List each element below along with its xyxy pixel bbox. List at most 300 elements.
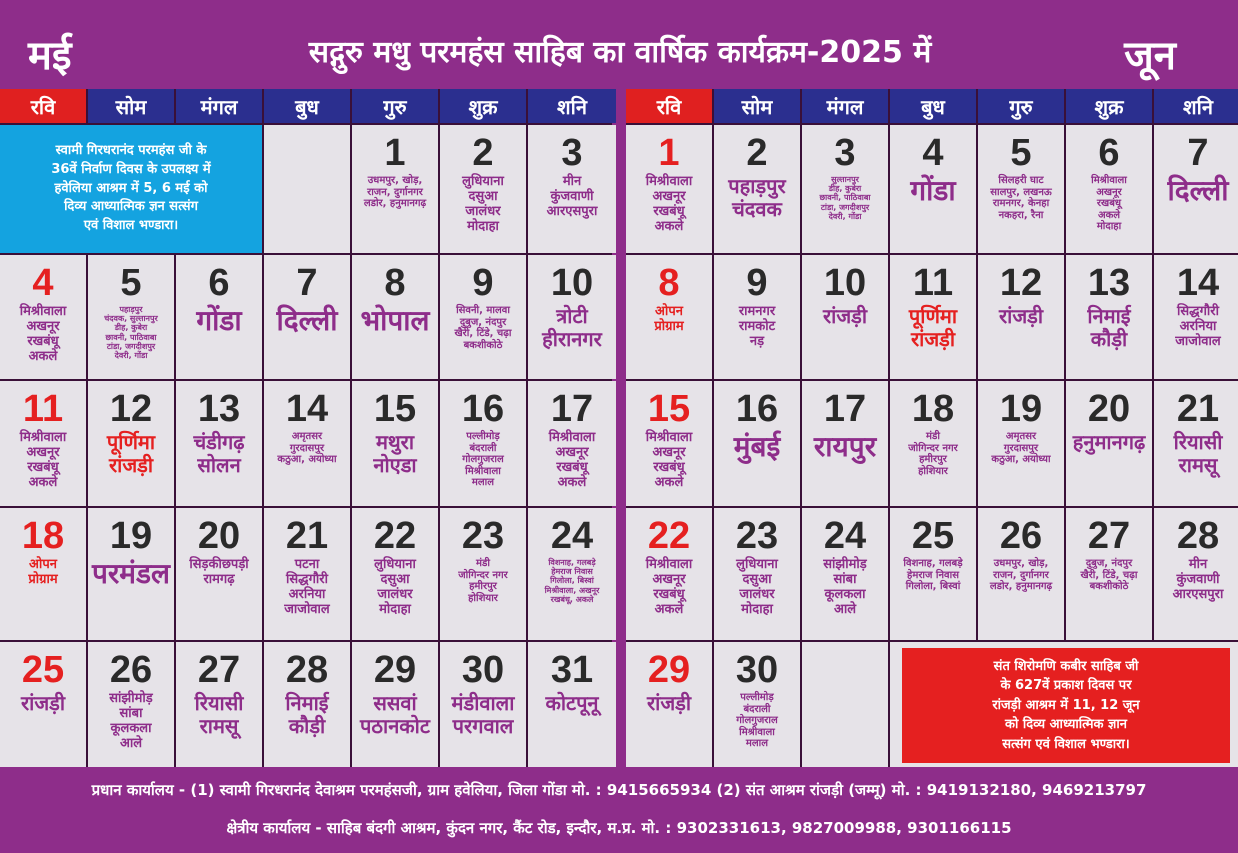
day-event-places xyxy=(714,175,800,221)
event-place-line: कूलकला xyxy=(824,586,866,602)
june-event-notice-wrapper xyxy=(890,642,1238,767)
title-row xyxy=(0,0,1238,88)
may-day-cell xyxy=(176,642,262,767)
event-place-line: रामकोट xyxy=(738,318,776,334)
event-place-line: छावनी, पाठिवाबा xyxy=(105,332,157,342)
may-day-cell xyxy=(352,642,438,767)
empty-day-cell xyxy=(802,642,888,767)
day-number: 16 xyxy=(461,388,505,430)
event-place-line: रखबंधू xyxy=(653,459,685,475)
event-place-line: अकले xyxy=(557,474,587,490)
june-day-cell xyxy=(626,642,712,767)
june-day-cell xyxy=(1066,255,1152,379)
event-place-line: कठुआ, अयोध्या xyxy=(277,454,337,465)
may-event-notice xyxy=(0,125,262,253)
event-place-line: खैरी, टिंडे, चढ़ा xyxy=(1080,569,1138,581)
day-number: 27 xyxy=(1087,515,1131,557)
day-event-places xyxy=(352,431,438,477)
event-place-line: रखबंधू xyxy=(556,459,588,475)
event-place-line: कुंजवाणी xyxy=(550,188,594,204)
event-place-line: रियासी xyxy=(194,691,244,715)
day-event-places xyxy=(88,305,174,360)
event-place-line: डीह, कुबेरा xyxy=(114,323,148,333)
event-place-line: रखबंधू xyxy=(27,333,59,349)
day-number: 5 xyxy=(120,262,142,304)
day-number: 18 xyxy=(911,388,955,430)
day-number: 11 xyxy=(22,388,64,430)
event-place-line: हनुमानगढ़ xyxy=(1072,430,1146,454)
day-event-places xyxy=(528,692,616,715)
day-event-places xyxy=(978,431,1064,466)
event-place-line: मलाल xyxy=(471,477,495,488)
day-number: 28 xyxy=(1176,515,1220,557)
june-day-cell xyxy=(978,255,1064,379)
day-number: 25 xyxy=(911,515,955,557)
event-place-line: रामसू xyxy=(199,714,239,738)
may-day-cell xyxy=(176,508,262,640)
event-place-line: देवरी, गोंडा xyxy=(828,211,862,221)
event-place-line: हेमराज निवास xyxy=(907,569,959,581)
day-number: 30 xyxy=(461,649,505,691)
june-day-cell xyxy=(1154,381,1238,506)
notice-line: 36वें निर्वाण दिवस के उपलक्ष्य में xyxy=(51,161,211,177)
june-day-cell xyxy=(890,125,976,253)
event-place-line: चंदवक xyxy=(732,197,782,221)
day-number: 31 xyxy=(550,649,594,691)
event-place-line: खैरी, टिंडे, चढ़ा xyxy=(454,328,512,339)
event-place-line: रायपुर xyxy=(813,430,877,463)
may-day-cell xyxy=(440,255,526,379)
event-place-line: लुधियाना xyxy=(736,557,778,572)
june-day-cell xyxy=(714,125,800,253)
day-event-places xyxy=(352,558,438,618)
day-event-places xyxy=(88,692,174,752)
may-calendar-grid xyxy=(0,89,612,767)
june-day-cell xyxy=(802,381,888,506)
event-place-line: रांजड़ी xyxy=(910,327,956,351)
event-place-line: दुबुज, नंदपुर xyxy=(1085,558,1133,569)
june-day-cell xyxy=(626,255,712,379)
day-number: 10 xyxy=(550,262,594,304)
event-place-line: कौड़ी xyxy=(288,714,326,738)
event-place-line: निमाई xyxy=(285,691,329,715)
event-place-line: मीन xyxy=(562,174,582,189)
event-place-line: रांजड़ी xyxy=(108,453,154,477)
day-number: 5 xyxy=(1010,132,1032,174)
may-day-cell xyxy=(440,642,526,767)
event-place-line: पहाड़पुर xyxy=(119,305,143,314)
event-place-line: मिश्रीवाला xyxy=(19,304,67,319)
may-day-cell xyxy=(352,508,438,640)
day-event-places xyxy=(626,175,712,235)
may-day-cell xyxy=(176,381,262,506)
june-day-cell xyxy=(714,381,800,506)
day-event-places xyxy=(890,558,976,593)
notice-line: एवं विशाल भण्डारा। xyxy=(83,218,179,234)
event-place-line: हमीरपुर xyxy=(469,581,497,592)
may-day-cell xyxy=(176,255,262,379)
june-day-cell xyxy=(1154,508,1238,640)
day-number: 15 xyxy=(647,388,691,430)
june-day-cell xyxy=(978,125,1064,253)
event-place-line: चंडीगढ़ xyxy=(193,430,245,454)
event-place-line: मिश्रीवाला xyxy=(19,430,67,445)
notice-line: रांजड़ी आश्रम में 11, 12 जून xyxy=(992,697,1140,713)
event-place-line: रखबंधू xyxy=(653,203,685,219)
may-day-cell xyxy=(0,642,86,767)
day-number: 22 xyxy=(373,515,417,557)
june-day-cell xyxy=(714,508,800,640)
june-day-cell xyxy=(802,255,888,379)
event-place-line: जालंधर xyxy=(465,203,501,219)
event-place-line: बंदराली xyxy=(469,442,497,454)
event-place-line: रामनगर xyxy=(738,304,776,319)
may-weekday-header: बुध xyxy=(264,89,350,123)
event-place-line: राजन, दुर्गानगर xyxy=(993,569,1049,581)
day-event-places xyxy=(1066,431,1152,454)
notice-line: सत्संग एवं विशाल भण्डारा। xyxy=(1002,736,1130,752)
event-place-line: अखनूर xyxy=(652,188,686,204)
june-day-cell xyxy=(890,508,976,640)
event-place-line: अरनिया xyxy=(1179,318,1217,334)
event-place-line: जोगिन्दर नगर xyxy=(458,569,508,581)
event-place-line: होशियार xyxy=(918,465,948,477)
june-day-cell xyxy=(978,508,1064,640)
day-event-places xyxy=(1154,305,1238,350)
event-place-line: जाजोवाल xyxy=(1175,333,1221,349)
day-event-places xyxy=(88,558,174,590)
event-place-line: अखनूर xyxy=(652,571,686,587)
notice-line: हवेलिया आश्रम में 5, 6 मई को xyxy=(54,180,208,196)
event-place-line: मिश्रीवाला xyxy=(1091,175,1127,186)
event-place-line: मिश्रीवाला xyxy=(645,557,693,572)
event-place-line: सांझीमोड़ xyxy=(823,557,867,572)
event-place-line: मंडीवाला xyxy=(451,691,515,715)
day-number: 13 xyxy=(1087,262,1131,304)
notice-line: दिव्य आध्यात्मिक ज्ञन सत्संग xyxy=(64,199,198,215)
event-place-line: लुधियाना xyxy=(374,557,416,572)
notice-line: को दिव्य आध्यात्मिक ज्ञान xyxy=(1005,717,1127,733)
event-place-line: टांडा, जगदीशपुर xyxy=(106,341,156,351)
event-place-line: मोदाहा xyxy=(379,601,411,617)
day-event-places xyxy=(176,305,262,337)
event-place-line: भोपाल xyxy=(360,304,430,337)
event-place-line: उधमपुर, खोड़, xyxy=(367,175,423,186)
june-weekday-header: रवि xyxy=(626,89,712,123)
event-place-line: दुबुज, नंदपुर xyxy=(459,316,507,328)
event-place-line: लडोर, हनुमानगढ़ xyxy=(989,581,1053,592)
event-place-line: अकले xyxy=(654,474,684,490)
day-number: 20 xyxy=(1087,388,1131,430)
may-day-cell xyxy=(528,255,616,379)
day-event-places xyxy=(0,692,86,715)
page-title: सद्गुरु मधु परमहंस साहिब का वार्षिक कार्यक्रम-2025 में xyxy=(308,35,932,70)
day-number: 17 xyxy=(550,388,594,430)
event-place-line: चंदवक, सुल्तानपुर xyxy=(104,314,158,324)
event-place-line: कोटपूनू xyxy=(545,691,599,715)
may-day-cell xyxy=(352,255,438,379)
event-place-line: गिलोला, बिस्वां xyxy=(905,581,961,592)
june-calendar-grid xyxy=(626,89,1238,767)
day-number: 29 xyxy=(647,649,691,691)
day-event-places xyxy=(626,692,712,715)
june-weekday-header: सोम xyxy=(714,89,800,123)
event-place-line: गोंडा xyxy=(196,304,242,337)
day-number: 23 xyxy=(461,515,505,557)
event-place-line: अकले xyxy=(28,474,58,490)
event-place-line: पटना xyxy=(294,557,320,572)
event-place-line: टांडा, जगदीशपुर xyxy=(820,202,870,212)
day-number: 18 xyxy=(21,515,65,557)
day-number: 17 xyxy=(823,388,867,430)
event-place-line: कौड़ी xyxy=(1090,327,1128,351)
event-place-line: मंडी xyxy=(926,431,940,442)
may-day-cell xyxy=(528,508,616,640)
june-day-cell xyxy=(890,381,976,506)
day-number: 6 xyxy=(1098,132,1120,174)
event-place-line: सांबा xyxy=(833,571,857,587)
day-event-places xyxy=(802,305,888,328)
event-place-line: रामसू xyxy=(1178,453,1218,477)
day-event-places xyxy=(0,305,86,365)
may-day-cell xyxy=(264,508,350,640)
day-event-places xyxy=(802,431,888,463)
day-event-places xyxy=(890,175,976,207)
day-number: 20 xyxy=(197,515,241,557)
event-place-line: मंडी xyxy=(476,558,490,569)
may-day-cell xyxy=(264,381,350,506)
day-event-places xyxy=(890,305,976,351)
notice-line: के 627वें प्रकाश दिवस पर xyxy=(1000,678,1132,694)
day-event-places xyxy=(714,305,800,350)
june-day-cell xyxy=(1066,381,1152,506)
event-place-line: पूर्णिमा xyxy=(908,304,958,328)
event-place-line: नकहरा, रैना xyxy=(998,209,1044,221)
day-number: 25 xyxy=(21,649,65,691)
day-number: 23 xyxy=(735,515,779,557)
event-place-line: दसुआ xyxy=(742,571,772,587)
day-event-places xyxy=(802,558,888,618)
event-place-line: मिश्रीवाला, अखनूर xyxy=(544,585,600,595)
event-place-line: पूर्णिमा xyxy=(106,430,156,454)
event-place-line: सांबा xyxy=(119,705,143,721)
event-place-line: बकशीकोठे xyxy=(1089,581,1129,592)
june-day-cell xyxy=(626,381,712,506)
day-number: 3 xyxy=(561,132,583,174)
event-place-line: अकले xyxy=(1097,209,1121,221)
event-place-line: दसुआ xyxy=(380,571,410,587)
event-place-line: सोलन xyxy=(197,453,241,477)
event-place-line: निमाई xyxy=(1087,304,1131,328)
day-event-places xyxy=(1066,175,1152,233)
day-event-places xyxy=(176,558,262,588)
day-event-places xyxy=(440,305,526,351)
day-event-places xyxy=(440,431,526,489)
event-place-line: अमृतसर xyxy=(291,431,323,442)
day-event-places xyxy=(978,175,1064,221)
event-place-line: पठानकोट xyxy=(360,714,430,738)
june-day-cell xyxy=(1066,508,1152,640)
event-place-line: नड़ xyxy=(749,333,765,349)
june-day-cell xyxy=(714,255,800,379)
event-place-line: गोंडा xyxy=(910,174,956,207)
event-place-line: रियासी xyxy=(1173,430,1223,454)
day-event-places xyxy=(802,175,888,221)
event-place-line: अखनूर xyxy=(26,318,60,334)
day-event-places xyxy=(890,431,976,477)
day-event-places xyxy=(88,431,174,477)
day-number: 11 xyxy=(912,262,954,304)
day-number: 21 xyxy=(1176,388,1220,430)
event-place-line: हेमराज निवास xyxy=(551,567,593,577)
event-place-line: त्रोटी xyxy=(556,304,588,328)
day-event-places xyxy=(0,558,86,588)
event-place-line: आरएसपुरा xyxy=(546,203,598,219)
day-number: 6 xyxy=(208,262,230,304)
event-place-line: बकशीकोठे xyxy=(463,339,503,351)
day-event-places xyxy=(352,305,438,337)
event-place-line: अखनूर xyxy=(652,444,686,460)
june-day-cell xyxy=(802,508,888,640)
event-place-line: रखबंधू, अकले xyxy=(550,594,594,604)
day-number: 12 xyxy=(109,388,153,430)
day-number: 29 xyxy=(373,649,417,691)
day-number: 1 xyxy=(658,132,680,174)
june-day-cell xyxy=(626,125,712,253)
june-weekday-header: बुध xyxy=(890,89,976,123)
day-event-places xyxy=(440,558,526,604)
event-place-line: मिश्रीवाला xyxy=(465,465,501,477)
may-day-cell xyxy=(0,508,86,640)
june-day-cell xyxy=(802,125,888,253)
event-place-line: विशनाह, गलबड़े xyxy=(903,558,963,569)
day-event-places xyxy=(0,431,86,491)
day-number: 1 xyxy=(384,132,406,174)
event-place-line: कठुआ, अयोध्या xyxy=(991,454,1051,465)
day-event-places xyxy=(264,558,350,618)
event-place-line: आरएसपुरा xyxy=(1172,586,1224,602)
empty-day-cell xyxy=(264,125,350,253)
head-office-line: प्रधान कार्यालय - (1) स्वामी गिरधरानंद देवाश्रम परमहंसजी, ग्राम हवेलिया, जिला गोंडा मो. : 9415665934 (2) संत आश्रम रांजड़ी (जम्मू) मो. : 9419132180, 9469213797 xyxy=(91,781,1147,799)
event-place-line: रांजड़ी xyxy=(998,304,1044,328)
june-weekday-header: गुरु xyxy=(978,89,1064,123)
day-number: 7 xyxy=(296,262,318,304)
event-place-line: ओपन xyxy=(655,304,683,319)
day-event-places xyxy=(528,305,616,351)
may-weekday-header: मंगल xyxy=(176,89,262,123)
day-number: 2 xyxy=(746,132,768,174)
event-place-line: रखबंधू xyxy=(653,586,685,602)
day-event-places xyxy=(352,175,438,210)
event-place-line: पल्लीमोड़ xyxy=(466,431,500,442)
june-day-cell xyxy=(1154,255,1238,379)
day-number: 10 xyxy=(823,262,867,304)
day-number: 28 xyxy=(285,649,329,691)
regional-office-line: क्षेत्रीय कार्यालय - साहिब बंदगी आश्रम, कुंदन नगर, कैंट रोड, इन्दौर, म.प्र. मो. : 9302331613, 9827009988, 9301166115 xyxy=(226,819,1012,837)
june-event-notice xyxy=(902,648,1230,763)
may-day-cell xyxy=(440,508,526,640)
day-number: 9 xyxy=(746,262,768,304)
day-event-places xyxy=(978,558,1064,593)
event-place-line: ओपन xyxy=(29,557,57,572)
event-place-line: डीह, कुबेरा xyxy=(828,184,862,194)
may-day-cell xyxy=(88,642,174,767)
event-place-line: गोलगुजराल xyxy=(462,454,504,465)
event-place-line: मिश्रीवाला xyxy=(645,430,693,445)
event-place-line: अरनिया xyxy=(288,586,326,602)
event-place-line: मोदाहा xyxy=(741,601,773,617)
event-place-line: लुधियाना xyxy=(462,174,504,189)
event-place-line: राजन, दुर्गानगर xyxy=(367,186,423,198)
day-event-places xyxy=(176,692,262,738)
june-day-cell xyxy=(626,508,712,640)
day-event-places xyxy=(264,431,350,466)
june-day-cell xyxy=(890,255,976,379)
day-number: 24 xyxy=(550,515,594,557)
may-day-cell xyxy=(0,381,86,506)
event-place-line: रांजड़ी xyxy=(646,691,692,715)
event-place-line: अखनूर xyxy=(26,444,60,460)
day-event-places xyxy=(264,305,350,337)
event-place-line: उधमपुर, खोड़, xyxy=(993,558,1049,569)
event-place-line: कुंजवाणी xyxy=(1176,571,1220,587)
event-place-line: मलाल xyxy=(745,738,769,749)
june-weekday-header: शनि xyxy=(1154,89,1238,123)
day-number: 12 xyxy=(999,262,1043,304)
day-event-places xyxy=(714,692,800,750)
day-number: 16 xyxy=(735,388,779,430)
day-number: 13 xyxy=(197,388,241,430)
event-place-line: प्रोग्राम xyxy=(654,318,684,334)
day-event-places xyxy=(626,431,712,491)
june-day-cell xyxy=(1154,125,1238,253)
event-place-line: हमीरपुर xyxy=(919,454,947,465)
event-place-line: दिल्ली xyxy=(276,304,338,337)
day-event-places xyxy=(626,305,712,335)
event-place-line: ससवां xyxy=(373,691,417,715)
day-number: 30 xyxy=(735,649,779,691)
event-place-line: अकले xyxy=(654,601,684,617)
may-day-cell xyxy=(440,125,526,253)
may-day-cell xyxy=(352,381,438,506)
event-place-line: जालंधर xyxy=(377,586,413,602)
may-day-cell xyxy=(88,508,174,640)
event-place-line: कूलकला xyxy=(110,720,152,736)
day-number: 4 xyxy=(922,132,944,174)
event-place-line: दसुआ xyxy=(468,188,498,204)
notice-line: संत शिरोमणि कबीर साहिब जी xyxy=(993,658,1139,674)
day-number: 4 xyxy=(32,262,54,304)
june-weekday-header: शुक्र xyxy=(1066,89,1152,123)
may-weekday-header: शुक्र xyxy=(440,89,526,123)
may-day-cell xyxy=(0,255,86,379)
event-place-line: जोगिन्दर नगर xyxy=(908,442,958,454)
event-place-line: रखबंधू xyxy=(27,459,59,475)
event-place-line: जाजोवाल xyxy=(284,601,330,617)
event-place-line: परगवाल xyxy=(452,714,514,738)
event-place-line: देवरी, गोंडा xyxy=(114,350,148,360)
day-number: 8 xyxy=(658,262,680,304)
event-place-line: मिश्रीवाला xyxy=(548,430,596,445)
may-weekday-header: रवि xyxy=(0,89,86,123)
event-place-line: सिलहरी घाट xyxy=(998,175,1044,186)
day-event-places xyxy=(626,558,712,618)
day-number: 26 xyxy=(999,515,1043,557)
event-place-line: रामनगर, केनहा xyxy=(992,198,1050,209)
event-place-line: मिश्रीवाला xyxy=(739,726,775,738)
event-place-line: होशियार xyxy=(468,592,498,604)
notice-line: स्वामी गिरधरानंद परमहंस जी के xyxy=(55,142,207,158)
